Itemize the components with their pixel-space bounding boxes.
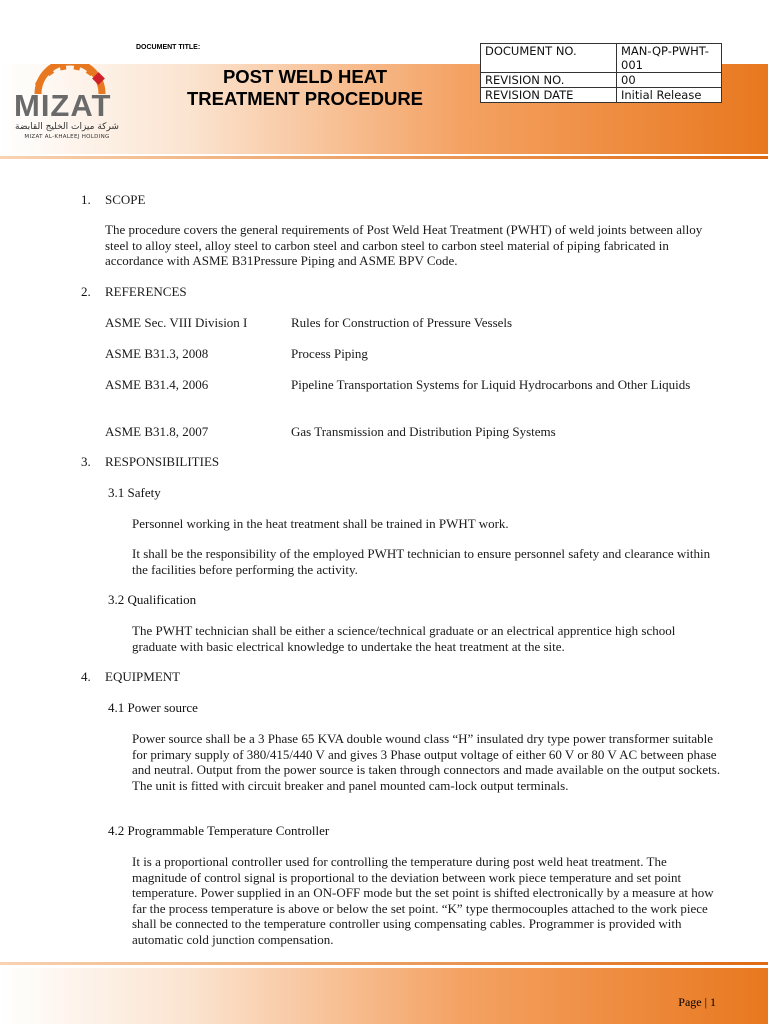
qualification-paragraph: The PWHT technician shall be either a science/technical graduate or an electrical apprentice high school graduate with basic electrical knowledge to undertake the heat treatment at the site. <box>132 623 676 654</box>
section-heading-responsibilities: RESPONSIBILITIES <box>105 454 220 469</box>
document-title-line1: POST WELD HEAT <box>222 66 388 87</box>
company-logo <box>8 64 124 144</box>
revision-date-value: Initial Release <box>617 88 722 103</box>
section-heading-equipment: EQUIPMENT <box>105 669 181 684</box>
revision-no-label: REVISION NO. <box>481 73 617 88</box>
document-info-table <box>480 43 722 103</box>
section-heading-scope: SCOPE <box>105 192 146 207</box>
page-number: Page | 1 <box>678 995 716 1009</box>
reference-description: Process Piping <box>291 346 368 361</box>
reference-description: Rules for Construction of Pressure Vessels <box>291 315 513 330</box>
doc-no-label: DOCUMENT NO. <box>481 44 617 73</box>
footer-divider <box>0 962 768 965</box>
section-number: 4. <box>81 669 91 684</box>
reference-description: Pipeline Transportation Systems for Liquid Hydrocarbons and Other Liquids <box>291 377 691 392</box>
table-row <box>481 73 722 88</box>
subsection-heading-power-source: 4.1 Power source <box>108 700 198 715</box>
subsection-heading-temperature-controller: 4.2 Programmable Temperature Controller <box>108 823 330 838</box>
reference-code: ASME B31.8, 2007 <box>105 424 209 439</box>
table-row <box>481 44 722 73</box>
section-number: 1. <box>81 192 91 207</box>
safety-paragraph-2: It shall be the responsibility of the employed PWHT technician to ensure personnel safety and clearance within the facilities before performing the activity. <box>132 546 711 577</box>
document-title-label: DOCUMENT TITLE: <box>136 44 201 51</box>
scope-paragraph: The procedure covers the general requirements of Post Weld Heat Treatment (PWHT) of weld joints between alloy steel to alloy steel, alloy steel to carbon steel and carbon steel to carbon steel material of piping fabricated in accordance with ASME B31Pressure Piping and ASME BPV Code. <box>105 222 703 268</box>
temperature-controller-paragraph: It is a proportional controller used for controlling the temperature during post weld heat treatment. The magnitude of control signal is proportional to the deviation between work piece temperature and set point temperature. Power supplied in an ON-OFF mode but the set point is shifted electronically by a measure at how far the process temperature is above or below the set point. “K” type thermocouples attached to the work piece shall be connected to the temperature controller using compensating cables. Programmer is provided with automatic cold junction compensation. <box>132 854 714 947</box>
revision-date-label: REVISION DATE <box>481 88 617 103</box>
logo-subtitle: MIZAT AL-KHALEEJ HOLDING <box>24 134 110 140</box>
page-header <box>0 0 768 160</box>
reference-code: ASME Sec. VIII Division I <box>105 315 248 330</box>
safety-paragraph-1: Personnel working in the heat treatment shall be trained in PWHT work. <box>132 516 509 531</box>
reference-code: ASME B31.4, 2006 <box>105 377 209 392</box>
document-title <box>160 66 450 110</box>
table-row <box>481 88 722 103</box>
footer-gradient-band <box>0 968 768 1024</box>
subsection-heading-qualification: 3.2 Qualification <box>108 592 197 607</box>
logo-wordmark: MIZAT <box>14 88 112 123</box>
revision-no-value: 00 <box>617 73 722 88</box>
section-number: 2. <box>81 284 91 299</box>
subsection-heading-safety: 3.1 Safety <box>108 485 161 500</box>
reference-code: ASME B31.3, 2008 <box>105 346 209 361</box>
logo-arabic-text: شركة ميزات الخليج القابضة <box>15 122 119 132</box>
reference-description: Gas Transmission and Distribution Piping Systems <box>291 424 556 439</box>
header-divider <box>0 156 768 159</box>
section-number: 3. <box>81 454 91 469</box>
section-heading-references: REFERENCES <box>105 284 187 299</box>
doc-no-value: MAN-QP-PWHT-001 <box>617 44 722 73</box>
document-title-line2: TREATMENT PROCEDURE <box>186 88 424 109</box>
power-source-paragraph: Power source shall be a 3 Phase 65 KVA double wound class “H” insulated dry type power transformer suitable for primary supply of 380/415/440 V and gives 3 Phase output voltage of either 60 V or 80 V AC between phase and neutral. Output from the power source is taken through connectors and made available on the output sockets. The unit is fitted with circuit breaker and panel mounted cam-lock output terminals. <box>132 731 721 793</box>
